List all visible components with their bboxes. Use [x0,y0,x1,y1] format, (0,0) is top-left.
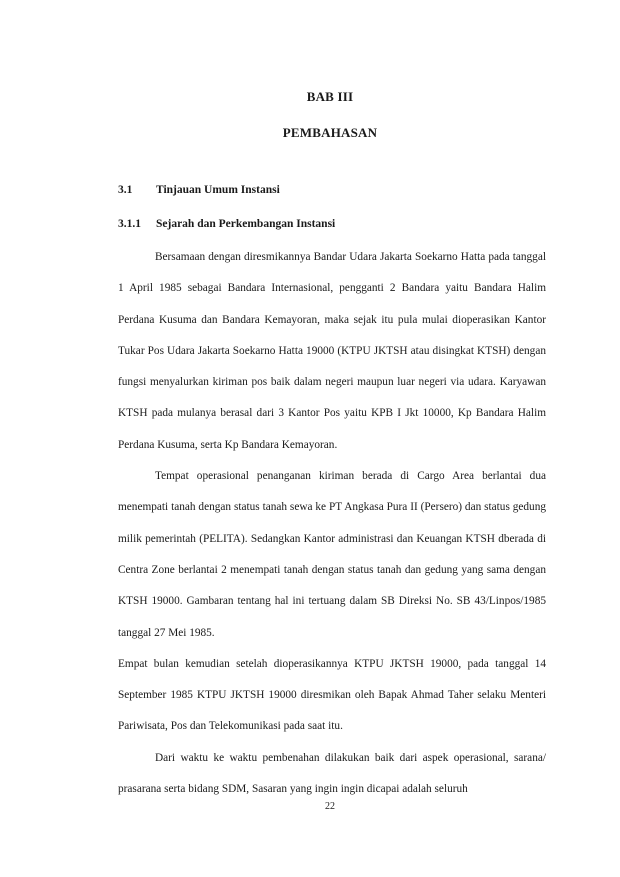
body-text [118,242,546,805]
paragraph: Dari waktu ke waktu pembenahan dilakukan baik dari aspek operasional, sarana/ prasarana serta bidang SDM, Sasaran yang ingin ingin dicapai adalah seluruh [118,751,546,796]
paragraph: Bersamaan dengan diresmikannya Bandar Udara Jakarta Soekarno Hatta pada tanggal 1 April 1985 sebagai Bandara Internasional, pengganti 2 Bandara yaitu Bandara Halim Perdana Kusuma dan Bandara Kemayoran, maka sejak itu pula mulai dioperasikan Kantor Tukar Pos Udara Jakarta Soekarno Hatta 19000 (KTPU JKTSH atau disingkat KTSH) dengan fungsi menyalurkan kiriman pos baik dalam negeri maupun luar negeri via udara. Karyawan KTSH pada mulanya berasal dari 3 Kantor Pos yaitu KPB I Jkt 10000, Kp Bandara Halim Perdana Kusuma, serta Kp Bandara Kemayoran. [118,251,546,451]
page-number: 22 [325,801,335,812]
paragraph: Empat bulan kemudian setelah dioperasikannya KTPU JKTSH 19000, pada tanggal 14 September 1985 KTPU JKTSH 19000 diresmikan oleh Bapak Ahmad Taher selaku Menteri Pariwisata, Pos dan Telekomunikasi pada saat itu. [118,657,546,733]
subsection-title: Sejarah dan Perkembangan Instansi [156,218,336,230]
chapter-title: PEMBAHASAN [282,125,378,140]
paragraph: Tempat operasional penanganan kiriman berada di Cargo Area berlantai dua menempati tanah dengan status tanah sewa ke PT Angkasa Pura II (Persero) dan status gedung milik pemerintah (PELITA). Sedangkan Kantor administrasi dan Keuangan KTSH dberada di Centra Zone berlantai 2 menempati tanah dengan status tanah dan gedung yang sama dengan KTSH 19000. Gambaran tentang hal ini tertuang dalam SB Direksi No. SB 43/Linpos/1985 tanggal 27 Mei 1985. [118,470,546,639]
subsection-number: 3.1.1 [118,218,141,230]
section-heading [118,184,280,196]
chapter-number: BAB III [306,89,354,104]
subsection-heading [118,218,335,230]
section-number: 3.1 [118,184,133,196]
section-title: Tinjauan Umum Instansi [156,184,280,196]
